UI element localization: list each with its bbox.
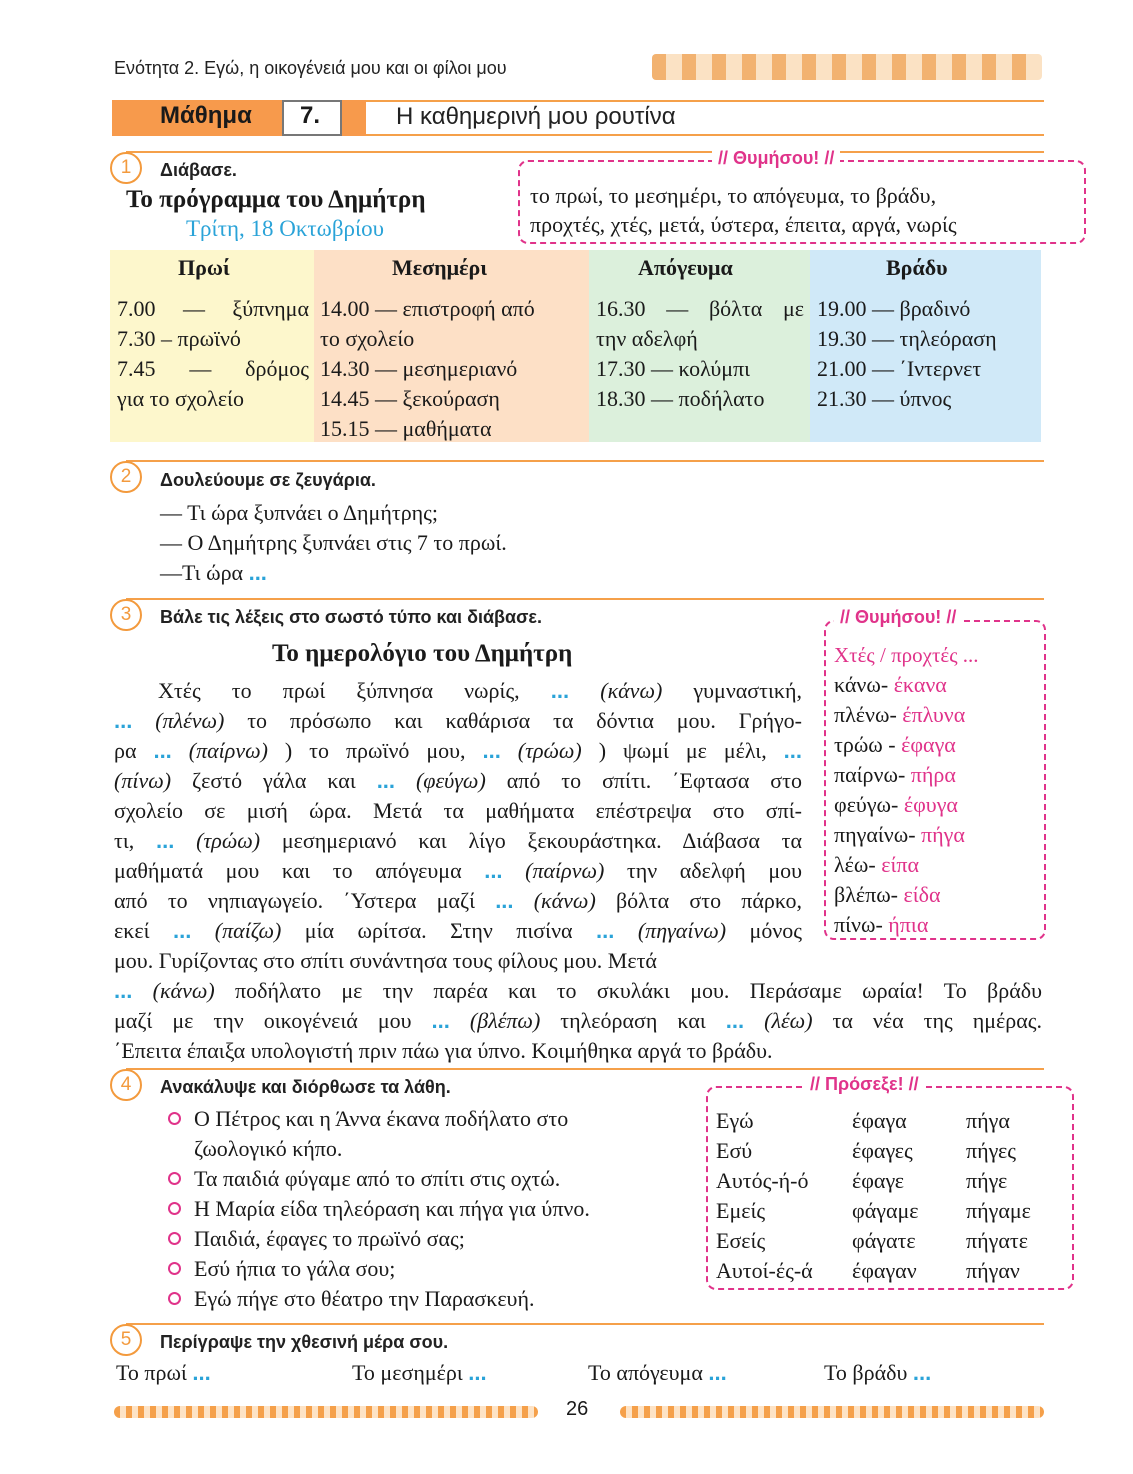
verb-row: κάνω- έκανα [834, 672, 947, 697]
table-col-afternoon [596, 294, 804, 414]
conj-row: Αυτοί-ές-ά έφαγαν πήγαν [716, 1258, 1020, 1283]
conj-row: Εμείς φάγαμε πήγαμε [716, 1198, 1031, 1223]
table-col-morning [117, 294, 309, 414]
blank-dots: ... [248, 560, 267, 585]
verb-row: φεύγω- έφυγα [834, 792, 958, 817]
unit-title: Ενότητα 2. Εγώ, η οικογένειά μου και οι φίλοι μου [114, 58, 507, 78]
table-cell: 19.30 — τηλεόραση [817, 326, 997, 351]
dialogue-line-2: — Ο Δημήτρης ξυπνάει στις 7 το πρωί. [160, 530, 507, 555]
list-item: Ο Πέτρος και η Άννα έκανα ποδήλατο στο [166, 1104, 694, 1134]
remember-line-1: το πρωί, το μεσημέρι, το απόγευμα, το βράδυ, [530, 183, 937, 208]
verb-row: πίνω- ήπια [834, 912, 929, 937]
table-cell: 7.00 — ξύπνημα [117, 296, 309, 321]
schedule-heading: Το πρόγραμμα του Δημήτρη [126, 186, 426, 213]
task3-title: Βάλε τις λέξεις στο σωστό τύπο και διάβασε. [160, 607, 542, 627]
footer-decoration-right [620, 1406, 1044, 1418]
task4-number: 4 [110, 1069, 142, 1101]
table-cell: 14.00 — επιστροφή από [320, 296, 535, 321]
remember-line-2: προχτές, χτές, μετά, ύστερα, έπειτα, αργά, νωρίς [530, 212, 957, 237]
task5-number: 5 [110, 1324, 142, 1356]
bullet-icon [168, 1112, 181, 1125]
table-cell: την αδελφή [596, 326, 698, 351]
slash-icon: // [840, 607, 851, 627]
task2-number: 2 [110, 461, 142, 493]
verb-row: λέω- είπα [834, 852, 920, 877]
bullet-icon [168, 1232, 181, 1245]
prompt-afternoon: Το απόγευμα ... [588, 1360, 727, 1385]
table-cell: 21.00 — ΄Ιντερνετ [817, 356, 982, 381]
task2-title: Δουλεύουμε σε ζευγάρια. [160, 470, 376, 490]
table-cell: 19.00 — βραδινό [817, 296, 971, 321]
list-item: Εσύ ήπια το γάλα σου; [166, 1254, 694, 1284]
table-cell: 7.45 — δρόμος [117, 356, 309, 381]
page-number: 26 [566, 1398, 589, 1420]
schedule-date: Τρίτη, 18 Οκτωβρίου [186, 216, 385, 241]
conj-row: Εσύ έφαγες πήγες [716, 1138, 1016, 1163]
bullet-icon [168, 1292, 181, 1305]
task1-number: 1 [110, 152, 142, 184]
table-cell: 18.30 — ποδήλατο [596, 386, 765, 411]
table-cell: 14.45 — ξεκούραση [320, 386, 500, 411]
list-item: Εγώ πήγε στο θέατρο την Παρασκευή. [166, 1284, 694, 1314]
table-cell: 7.30 – πρωϊνό [117, 326, 241, 351]
table-cell: 15.15 — μαθήματα [320, 416, 492, 441]
lesson-number: 7. [300, 102, 321, 129]
table-col-evening [817, 294, 997, 414]
conjugation-table [716, 1106, 1031, 1286]
remember-head: Χτές / προχτές ... [834, 643, 979, 667]
diary-heading: Το ημερολόγιο του Δημήτρη [272, 640, 573, 667]
table-header-afternoon: Απόγευμα [638, 255, 733, 280]
table-cell: 14.30 — μεσημεριανό [320, 356, 518, 381]
verb-row: πηγαίνω- πήγα [834, 822, 965, 847]
task1-title: Διάβασε. [160, 160, 237, 180]
dialogue-line-3 [160, 560, 267, 586]
table-cell: το σχολείο [320, 326, 415, 351]
list-item: ζωολογικό κήπο. [194, 1136, 343, 1161]
dialogue-line-1: — Τι ώρα ξυπνάει ο Δημήτρης; [160, 500, 438, 525]
verb-list [834, 670, 965, 940]
slash-icon: // [946, 607, 957, 627]
dialogue-text: —Τι ώρα [160, 560, 244, 585]
list-item: Τα παιδιά φύγαμε από το σπίτι στις οχτώ. [166, 1164, 694, 1194]
prompt-evening: Το βράδυ ... [824, 1360, 932, 1385]
bullet-icon [168, 1262, 181, 1275]
table-col-noon [320, 294, 535, 444]
attention-title: // Πρόσεξε! // [804, 1074, 925, 1095]
error-list [166, 1104, 694, 1314]
lesson-title: Η καθημερινή μου ρουτίνα [396, 103, 676, 130]
table-header-morning: Πρωί [178, 255, 230, 280]
slash-icon: // [908, 1074, 919, 1094]
table-cell: 16.30 — βόλτα με [596, 296, 804, 321]
verb-row: βλέπω- είδα [834, 882, 941, 907]
conj-row: Εγώ έφαγα πήγα [716, 1108, 1010, 1133]
verb-row: τρώω - έφαγα [834, 732, 956, 757]
footer-decoration-left [114, 1406, 538, 1418]
conj-row: Εσείς φάγατε πήγατε [716, 1228, 1028, 1253]
table-cell: 21.30 — ύπνος [817, 386, 952, 411]
lesson-label: Μάθημα [160, 102, 252, 129]
remember-title-1: // Θυμήσου! // [712, 148, 840, 169]
table-header-evening: Βράδυ [886, 255, 948, 280]
verb-row: παίρνω- πήρα [834, 762, 956, 787]
prompt-morning: Το πρωί ... [116, 1360, 211, 1385]
slash-icon: // [718, 148, 729, 168]
schedule-table [110, 250, 1041, 442]
table-header-noon: Μεσημέρι [392, 255, 488, 280]
table-cell: 17.30 — κολύμπι [596, 356, 751, 381]
diary-text: Χτές το πρωί ξύπνησα νωρίς, ... (κάνω) γυμναστική, ... (πλένω) το πρόσωπο και καθάρισα τα δόντια μου. Γρήγο- ρα ... (παίρνω) ) το πρωϊνό μου, ... (τρώω) ) ψωμί με μέλι, ... (πίνω) ζεστό γάλα και ... (φεύγω) από το σπίτι. ΄Εφτασα στο σχολείο σε μισή ώρα. Μετά τα μαθήματα επέστρεψα στο σπί- τι, ... (τρώω) μεσημεριανό και λίγο ξεκουράστηκα. Διάβασα τα μαθήματά μου και το απόγευμα ... (παίρνω) την αδελφή μου από το νηπιαγωγείο. ΄Υστερα μαζί ... (κάνω) βόλτα στο πάρκο, εκεί ... (παίζω) μία ωρίτσα. Στην πισίνα ... (πηγαίνω) μόνος [114, 678, 803, 943]
list-item: Η Μαρία είδα τηλεόραση και πήγα για ύπνο. [166, 1194, 694, 1224]
task3-number: 3 [110, 599, 142, 631]
bullet-icon [168, 1172, 181, 1185]
verb-row: πλένω- έπλυνα [834, 702, 966, 727]
remember-title-2: // Θυμήσου! // [834, 607, 962, 628]
lesson-bar [112, 100, 1044, 136]
prompt-noon: Το μεσημέρι ... [352, 1360, 487, 1385]
task5-title: Περίγραψε την χθεσινή μέρα σου. [160, 1332, 449, 1352]
diary-text-wide: μου. Γυρίζοντας στο σπίτι συνάντησα τους φίλους μου. Μετά ... (κάνω) ποδήλατο με την παρέα και το σκυλάκι μου. Περάσαμε ωραία! Το βράδυ μαζί με την οικογένειά μου ... (βλέπω) τηλεόραση και ... (λέω) τα νέα της ημέρας. ΄Επειτα έπαιξα υπολογιστή πριν πάω για ύπνο. Κοιμήθηκα αργά το βράδυ. [114, 948, 1042, 1063]
list-item: Παιδιά, έφαγες το πρωϊνό σας; [166, 1224, 694, 1254]
bullet-icon [168, 1202, 181, 1215]
header-decoration [652, 54, 1042, 80]
conj-row: Αυτός-ή-ό έφαγε πήγε [716, 1168, 1008, 1193]
slash-icon: // [824, 148, 835, 168]
slash-icon: // [810, 1074, 821, 1094]
task4-title: Ανακάλυψε και διόρθωσε τα λάθη. [160, 1077, 451, 1097]
table-cell: για το σχολείο [117, 386, 244, 411]
